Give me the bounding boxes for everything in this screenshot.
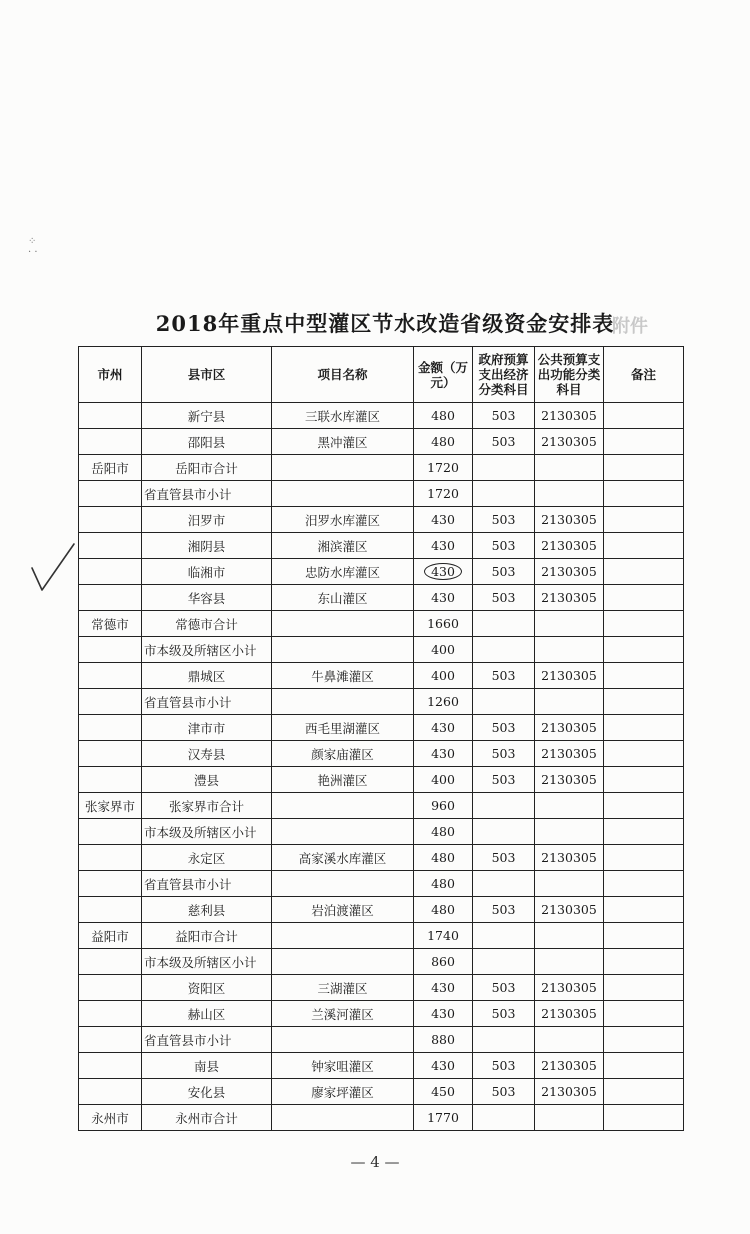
city-cell bbox=[79, 1079, 142, 1105]
amount-cell: 430 bbox=[414, 741, 473, 767]
note-cell bbox=[604, 1001, 684, 1027]
econ-class-cell bbox=[473, 871, 535, 897]
func-class-cell bbox=[535, 481, 604, 507]
table-row bbox=[79, 403, 684, 429]
project-cell: 颜家庙灌区 bbox=[272, 741, 414, 767]
county-cell: 南县 bbox=[142, 1053, 272, 1079]
table-row bbox=[79, 871, 684, 897]
note-cell bbox=[604, 793, 684, 819]
city-cell bbox=[79, 689, 142, 715]
county-cell: 汉寿县 bbox=[142, 741, 272, 767]
amount-cell: 430 bbox=[414, 715, 473, 741]
header-amount: 金额（万元） bbox=[414, 347, 473, 403]
func-class-cell: 2130305 bbox=[535, 897, 604, 923]
func-class-cell: 2130305 bbox=[535, 767, 604, 793]
header-func-class: 公共预算支出功能分类科目 bbox=[535, 347, 604, 403]
table-row bbox=[79, 1079, 684, 1105]
county-cell: 赫山区 bbox=[142, 1001, 272, 1027]
note-cell bbox=[604, 689, 684, 715]
county-cell: 湘阴县 bbox=[142, 533, 272, 559]
econ-class-cell bbox=[473, 689, 535, 715]
table-row bbox=[79, 923, 684, 949]
project-cell: 廖家坪灌区 bbox=[272, 1079, 414, 1105]
city-cell bbox=[79, 1001, 142, 1027]
project-cell bbox=[272, 949, 414, 975]
amount-cell bbox=[414, 559, 473, 585]
city-cell: 益阳市 bbox=[79, 923, 142, 949]
func-class-cell bbox=[535, 793, 604, 819]
amount-cell: 430 bbox=[414, 585, 473, 611]
func-class-cell bbox=[535, 819, 604, 845]
table-row bbox=[79, 533, 684, 559]
func-class-cell: 2130305 bbox=[535, 663, 604, 689]
header-note: 备注 bbox=[604, 347, 684, 403]
amount-cell: 480 bbox=[414, 429, 473, 455]
county-cell: 省直管县市小计 bbox=[142, 481, 272, 507]
econ-class-cell: 503 bbox=[473, 585, 535, 611]
county-cell: 益阳市合计 bbox=[142, 923, 272, 949]
amount-cell: 430 bbox=[414, 1053, 473, 1079]
project-cell bbox=[272, 1027, 414, 1053]
econ-class-cell: 503 bbox=[473, 559, 535, 585]
econ-class-cell bbox=[473, 949, 535, 975]
county-cell: 张家界市合计 bbox=[142, 793, 272, 819]
county-cell: 邵阳县 bbox=[142, 429, 272, 455]
func-class-cell: 2130305 bbox=[535, 533, 604, 559]
table-header-row bbox=[79, 347, 684, 403]
econ-class-cell bbox=[473, 637, 535, 663]
note-cell bbox=[604, 1053, 684, 1079]
county-cell: 慈利县 bbox=[142, 897, 272, 923]
county-cell: 省直管县市小计 bbox=[142, 689, 272, 715]
table-row bbox=[79, 1053, 684, 1079]
project-cell bbox=[272, 1105, 414, 1131]
city-cell bbox=[79, 949, 142, 975]
city-cell: 岳阳市 bbox=[79, 455, 142, 481]
econ-class-cell bbox=[473, 455, 535, 481]
func-class-cell: 2130305 bbox=[535, 507, 604, 533]
project-cell: 黑冲灌区 bbox=[272, 429, 414, 455]
econ-class-cell bbox=[473, 1027, 535, 1053]
county-cell: 鼎城区 bbox=[142, 663, 272, 689]
table-row bbox=[79, 637, 684, 663]
func-class-cell: 2130305 bbox=[535, 715, 604, 741]
table-row bbox=[79, 455, 684, 481]
city-cell bbox=[79, 819, 142, 845]
note-cell bbox=[604, 429, 684, 455]
econ-class-cell: 503 bbox=[473, 975, 535, 1001]
table-row bbox=[79, 611, 684, 637]
func-class-cell bbox=[535, 923, 604, 949]
county-cell: 市本级及所辖区小计 bbox=[142, 949, 272, 975]
handwritten-checkmark-icon bbox=[28, 540, 78, 600]
func-class-cell: 2130305 bbox=[535, 1001, 604, 1027]
econ-class-cell: 503 bbox=[473, 507, 535, 533]
table-row bbox=[79, 845, 684, 871]
econ-class-cell: 503 bbox=[473, 767, 535, 793]
econ-class-cell bbox=[473, 481, 535, 507]
table-row bbox=[79, 507, 684, 533]
city-cell: 永州市 bbox=[79, 1105, 142, 1131]
note-cell bbox=[604, 637, 684, 663]
header-econ-class: 政府预算支出经济分类科目 bbox=[473, 347, 535, 403]
city-cell bbox=[79, 897, 142, 923]
project-cell bbox=[272, 637, 414, 663]
note-cell bbox=[604, 923, 684, 949]
func-class-cell bbox=[535, 689, 604, 715]
amount-cell: 1720 bbox=[414, 481, 473, 507]
note-cell bbox=[604, 715, 684, 741]
table-row bbox=[79, 663, 684, 689]
scan-specks: ⁘ · · bbox=[28, 236, 38, 258]
note-cell bbox=[604, 585, 684, 611]
func-class-cell: 2130305 bbox=[535, 975, 604, 1001]
project-cell bbox=[272, 689, 414, 715]
func-class-cell: 2130305 bbox=[535, 585, 604, 611]
amount-cell: 480 bbox=[414, 897, 473, 923]
func-class-cell: 2130305 bbox=[535, 429, 604, 455]
project-cell bbox=[272, 455, 414, 481]
amount-cell: 860 bbox=[414, 949, 473, 975]
amount-cell: 1720 bbox=[414, 455, 473, 481]
header-project: 项目名称 bbox=[272, 347, 414, 403]
city-cell bbox=[79, 975, 142, 1001]
allocation-table bbox=[78, 346, 684, 1131]
project-cell: 牛鼻滩灌区 bbox=[272, 663, 414, 689]
amount-cell: 430 bbox=[414, 507, 473, 533]
note-cell bbox=[604, 403, 684, 429]
econ-class-cell: 503 bbox=[473, 1053, 535, 1079]
econ-class-cell: 503 bbox=[473, 533, 535, 559]
econ-class-cell bbox=[473, 793, 535, 819]
city-cell bbox=[79, 871, 142, 897]
table-row bbox=[79, 715, 684, 741]
econ-class-cell: 503 bbox=[473, 897, 535, 923]
amount-cell: 400 bbox=[414, 767, 473, 793]
amount-cell: 480 bbox=[414, 871, 473, 897]
county-cell: 市本级及所辖区小计 bbox=[142, 637, 272, 663]
econ-class-cell: 503 bbox=[473, 663, 535, 689]
func-class-cell: 2130305 bbox=[535, 741, 604, 767]
func-class-cell: 2130305 bbox=[535, 1053, 604, 1079]
func-class-cell: 2130305 bbox=[535, 559, 604, 585]
amount-cell: 960 bbox=[414, 793, 473, 819]
county-cell: 安化县 bbox=[142, 1079, 272, 1105]
county-cell: 岳阳市合计 bbox=[142, 455, 272, 481]
project-cell: 西毛里湖灌区 bbox=[272, 715, 414, 741]
project-cell: 兰溪河灌区 bbox=[272, 1001, 414, 1027]
project-cell: 艳洲灌区 bbox=[272, 767, 414, 793]
table-row bbox=[79, 559, 684, 585]
table-row bbox=[79, 741, 684, 767]
func-class-cell: 2130305 bbox=[535, 403, 604, 429]
city-cell bbox=[79, 481, 142, 507]
note-cell bbox=[604, 533, 684, 559]
page-number: — 4 — bbox=[350, 1153, 400, 1171]
header-city: 市州 bbox=[79, 347, 142, 403]
table-row bbox=[79, 767, 684, 793]
bleed-through-text: 附件 bbox=[612, 316, 648, 337]
table-row bbox=[79, 819, 684, 845]
city-cell bbox=[79, 533, 142, 559]
project-cell: 忠防水库灌区 bbox=[272, 559, 414, 585]
amount-cell: 430 bbox=[414, 1001, 473, 1027]
project-cell: 汨罗水库灌区 bbox=[272, 507, 414, 533]
county-cell: 永定区 bbox=[142, 845, 272, 871]
note-cell bbox=[604, 481, 684, 507]
project-cell bbox=[272, 871, 414, 897]
county-cell: 省直管县市小计 bbox=[142, 871, 272, 897]
func-class-cell bbox=[535, 1105, 604, 1131]
city-cell bbox=[79, 429, 142, 455]
project-cell: 湘滨灌区 bbox=[272, 533, 414, 559]
city-cell bbox=[79, 559, 142, 585]
table-row bbox=[79, 1027, 684, 1053]
project-cell bbox=[272, 819, 414, 845]
note-cell bbox=[604, 611, 684, 637]
amount-cell: 480 bbox=[414, 403, 473, 429]
func-class-cell bbox=[535, 871, 604, 897]
project-cell bbox=[272, 481, 414, 507]
table-row bbox=[79, 689, 684, 715]
amount-cell: 880 bbox=[414, 1027, 473, 1053]
table-row bbox=[79, 975, 684, 1001]
amount-cell: 450 bbox=[414, 1079, 473, 1105]
note-cell bbox=[604, 455, 684, 481]
econ-class-cell: 503 bbox=[473, 1079, 535, 1105]
table-row bbox=[79, 1001, 684, 1027]
city-cell bbox=[79, 663, 142, 689]
note-cell bbox=[604, 767, 684, 793]
amount-cell: 480 bbox=[414, 819, 473, 845]
county-cell: 市本级及所辖区小计 bbox=[142, 819, 272, 845]
econ-class-cell: 503 bbox=[473, 403, 535, 429]
city-cell bbox=[79, 715, 142, 741]
county-cell: 常德市合计 bbox=[142, 611, 272, 637]
circled-amount: 430 bbox=[424, 563, 462, 580]
table-row bbox=[79, 429, 684, 455]
amount-cell: 1740 bbox=[414, 923, 473, 949]
econ-class-cell: 503 bbox=[473, 715, 535, 741]
note-cell bbox=[604, 845, 684, 871]
project-cell: 钟家咀灌区 bbox=[272, 1053, 414, 1079]
city-cell bbox=[79, 741, 142, 767]
county-cell: 新宁县 bbox=[142, 403, 272, 429]
note-cell bbox=[604, 819, 684, 845]
func-class-cell bbox=[535, 949, 604, 975]
project-cell bbox=[272, 793, 414, 819]
amount-cell: 400 bbox=[414, 663, 473, 689]
note-cell bbox=[604, 1027, 684, 1053]
project-cell: 三联水库灌区 bbox=[272, 403, 414, 429]
note-cell bbox=[604, 1079, 684, 1105]
table-row bbox=[79, 949, 684, 975]
document-title: 2018年重点中型灌区节水改造省级资金安排表 bbox=[155, 311, 615, 336]
city-cell bbox=[79, 403, 142, 429]
amount-cell: 1260 bbox=[414, 689, 473, 715]
note-cell bbox=[604, 741, 684, 767]
econ-class-cell: 503 bbox=[473, 845, 535, 871]
econ-class-cell: 503 bbox=[473, 1001, 535, 1027]
table-row bbox=[79, 793, 684, 819]
project-cell: 东山灌区 bbox=[272, 585, 414, 611]
amount-cell: 1770 bbox=[414, 1105, 473, 1131]
note-cell bbox=[604, 949, 684, 975]
note-cell bbox=[604, 507, 684, 533]
city-cell bbox=[79, 845, 142, 871]
county-cell: 资阳区 bbox=[142, 975, 272, 1001]
city-cell bbox=[79, 1027, 142, 1053]
func-class-cell: 2130305 bbox=[535, 845, 604, 871]
county-cell: 津市市 bbox=[142, 715, 272, 741]
city-cell: 张家界市 bbox=[79, 793, 142, 819]
project-cell bbox=[272, 923, 414, 949]
amount-cell: 400 bbox=[414, 637, 473, 663]
note-cell bbox=[604, 559, 684, 585]
note-cell bbox=[604, 663, 684, 689]
project-cell: 岩泊渡灌区 bbox=[272, 897, 414, 923]
econ-class-cell bbox=[473, 1105, 535, 1131]
note-cell bbox=[604, 897, 684, 923]
econ-class-cell: 503 bbox=[473, 741, 535, 767]
func-class-cell: 2130305 bbox=[535, 1079, 604, 1105]
econ-class-cell bbox=[473, 819, 535, 845]
econ-class-cell bbox=[473, 611, 535, 637]
project-cell bbox=[272, 611, 414, 637]
func-class-cell bbox=[535, 611, 604, 637]
header-county: 县市区 bbox=[142, 347, 272, 403]
project-cell: 高家溪水库灌区 bbox=[272, 845, 414, 871]
func-class-cell bbox=[535, 637, 604, 663]
amount-cell: 480 bbox=[414, 845, 473, 871]
city-cell bbox=[79, 1053, 142, 1079]
note-cell bbox=[604, 975, 684, 1001]
table-body bbox=[79, 403, 684, 1131]
table-row bbox=[79, 1105, 684, 1131]
county-cell: 永州市合计 bbox=[142, 1105, 272, 1131]
econ-class-cell: 503 bbox=[473, 429, 535, 455]
county-cell: 省直管县市小计 bbox=[142, 1027, 272, 1053]
city-cell bbox=[79, 767, 142, 793]
county-cell: 华容县 bbox=[142, 585, 272, 611]
amount-cell: 430 bbox=[414, 975, 473, 1001]
econ-class-cell bbox=[473, 923, 535, 949]
table-row bbox=[79, 585, 684, 611]
county-cell: 临湘市 bbox=[142, 559, 272, 585]
county-cell: 汨罗市 bbox=[142, 507, 272, 533]
table-row bbox=[79, 481, 684, 507]
func-class-cell bbox=[535, 1027, 604, 1053]
city-cell bbox=[79, 585, 142, 611]
note-cell bbox=[604, 1105, 684, 1131]
project-cell: 三湖灌区 bbox=[272, 975, 414, 1001]
city-cell bbox=[79, 507, 142, 533]
func-class-cell bbox=[535, 455, 604, 481]
amount-cell: 1660 bbox=[414, 611, 473, 637]
note-cell bbox=[604, 871, 684, 897]
table-row bbox=[79, 897, 684, 923]
amount-cell: 430 bbox=[414, 533, 473, 559]
county-cell: 澧县 bbox=[142, 767, 272, 793]
city-cell: 常德市 bbox=[79, 611, 142, 637]
city-cell bbox=[79, 637, 142, 663]
